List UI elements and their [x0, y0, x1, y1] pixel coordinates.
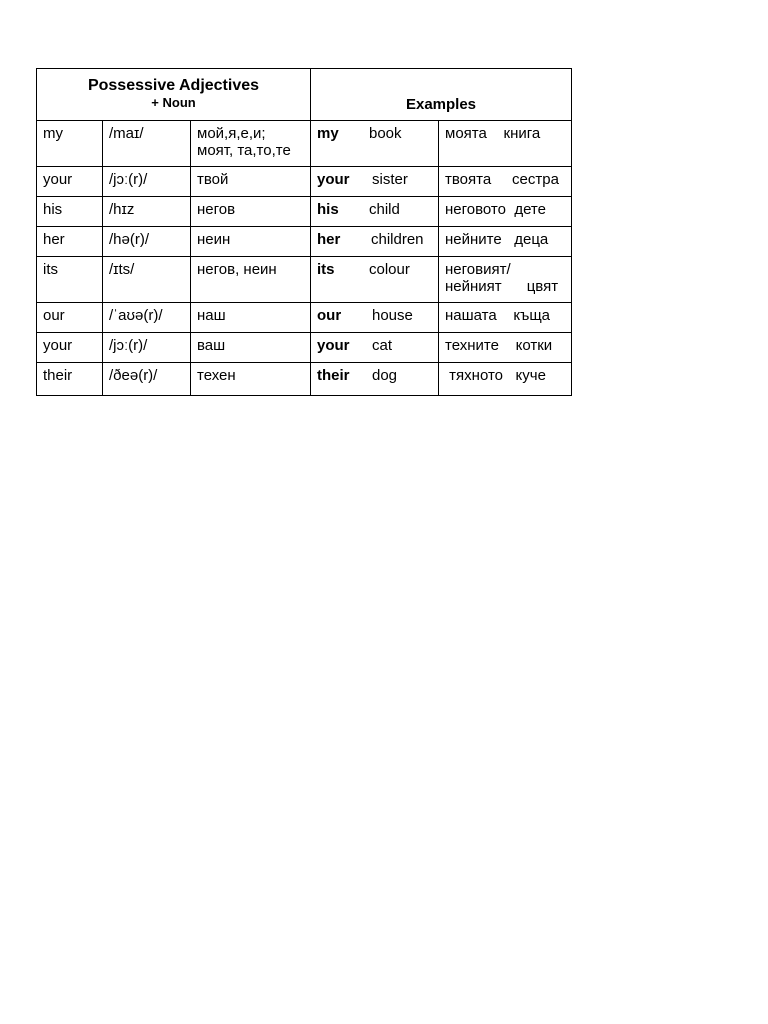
ipa-cell: /hə(r)/	[103, 227, 191, 257]
table-row	[37, 303, 572, 333]
ipa-cell: /hɪz	[103, 197, 191, 227]
example-noun: colour	[369, 261, 410, 278]
example-en-cell	[311, 167, 439, 197]
example-pronoun: your	[317, 337, 350, 354]
example-bg-noun: сестра	[512, 171, 559, 188]
example-pronoun: their	[317, 367, 350, 384]
translation-cell: наш	[191, 303, 311, 333]
pronoun-cell: his	[37, 197, 103, 227]
translation-cell: неин	[191, 227, 311, 257]
example-bg-adj: нейните	[445, 231, 502, 248]
pronoun-cell: your	[37, 167, 103, 197]
example-bg-adj: техните	[445, 337, 499, 354]
example-pronoun: my	[317, 125, 339, 142]
example-bg-noun: котки	[515, 337, 553, 354]
table-row	[37, 197, 572, 227]
ipa-cell: /ɪts/	[103, 257, 191, 303]
example-bg-cell	[439, 257, 572, 303]
table-row	[37, 227, 572, 257]
example-bg-adj: нашата	[445, 307, 497, 324]
ipa-cell: /jɔː(r)/	[103, 333, 191, 363]
example-bg-noun: дете	[514, 201, 546, 218]
example-bg-noun: книга	[503, 125, 541, 142]
example-en-cell	[311, 333, 439, 363]
translation-line: моят, та,то,те	[197, 142, 291, 159]
pronoun-cell: our	[37, 303, 103, 333]
translation-cell	[191, 121, 311, 167]
ipa-cell: /maɪ/	[103, 121, 191, 167]
ipa-cell: /ˈaʊə(r)/	[103, 303, 191, 333]
table-row	[37, 363, 572, 396]
example-bg-cell	[439, 197, 572, 227]
table-row	[37, 167, 572, 197]
example-bg-adj: нейният	[445, 278, 502, 295]
table-title: Possessive Adjectives	[87, 77, 260, 94]
example-bg-adj: моята	[445, 125, 487, 142]
example-pronoun: his	[317, 201, 339, 218]
ipa-cell: /ðeə(r)/	[103, 363, 191, 396]
table-row	[37, 257, 572, 303]
example-en-cell	[311, 227, 439, 257]
example-noun: child	[369, 201, 400, 218]
example-noun: children	[371, 231, 424, 248]
example-bg-adj: тяхното	[449, 367, 504, 384]
example-pronoun: its	[317, 261, 335, 278]
example-noun: sister	[372, 171, 408, 188]
table-header-examples	[311, 69, 572, 121]
example-pronoun: her	[317, 231, 341, 248]
possessive-adjectives-table	[36, 68, 572, 396]
translation-line: мой,я,е,и;	[197, 125, 266, 142]
example-bg-adj: неговият/	[445, 261, 511, 278]
example-bg-cell	[439, 227, 572, 257]
example-noun: house	[372, 307, 413, 324]
example-en-cell	[311, 303, 439, 333]
pronoun-cell: my	[37, 121, 103, 167]
table-row	[37, 121, 572, 167]
pronoun-cell: their	[37, 363, 103, 396]
example-bg-noun: цвят	[526, 278, 559, 295]
translation-cell: негов	[191, 197, 311, 227]
example-en-cell	[311, 121, 439, 167]
example-bg-cell	[439, 121, 572, 167]
translation-cell: твой	[191, 167, 311, 197]
example-en-cell	[311, 257, 439, 303]
example-bg-adj: твоята	[445, 171, 492, 188]
example-bg-noun: къща	[513, 307, 551, 324]
examples-title: Examples	[405, 96, 477, 113]
example-bg-cell	[439, 333, 572, 363]
translation-cell: техен	[191, 363, 311, 396]
translation-cell: ваш	[191, 333, 311, 363]
example-en-cell	[311, 363, 439, 396]
example-bg-cell	[439, 363, 572, 396]
example-noun: book	[369, 125, 402, 142]
table-header-possessive	[37, 69, 311, 121]
pronoun-cell: its	[37, 257, 103, 303]
example-bg-noun: деца	[514, 231, 549, 248]
pronoun-cell: your	[37, 333, 103, 363]
table-subtitle: + Noun	[151, 95, 196, 110]
example-bg-noun: куче	[515, 367, 546, 384]
example-en-cell	[311, 197, 439, 227]
example-bg-cell	[439, 167, 572, 197]
example-noun: dog	[372, 367, 398, 384]
ipa-cell: /jɔː(r)/	[103, 167, 191, 197]
example-pronoun: our	[317, 307, 342, 324]
translation-cell: негов, неин	[191, 257, 311, 303]
example-noun: cat	[372, 337, 393, 354]
table-row	[37, 333, 572, 363]
example-pronoun: your	[317, 171, 350, 188]
example-bg-cell	[439, 303, 572, 333]
example-bg-adj: неговото	[445, 201, 506, 218]
pronoun-cell: her	[37, 227, 103, 257]
